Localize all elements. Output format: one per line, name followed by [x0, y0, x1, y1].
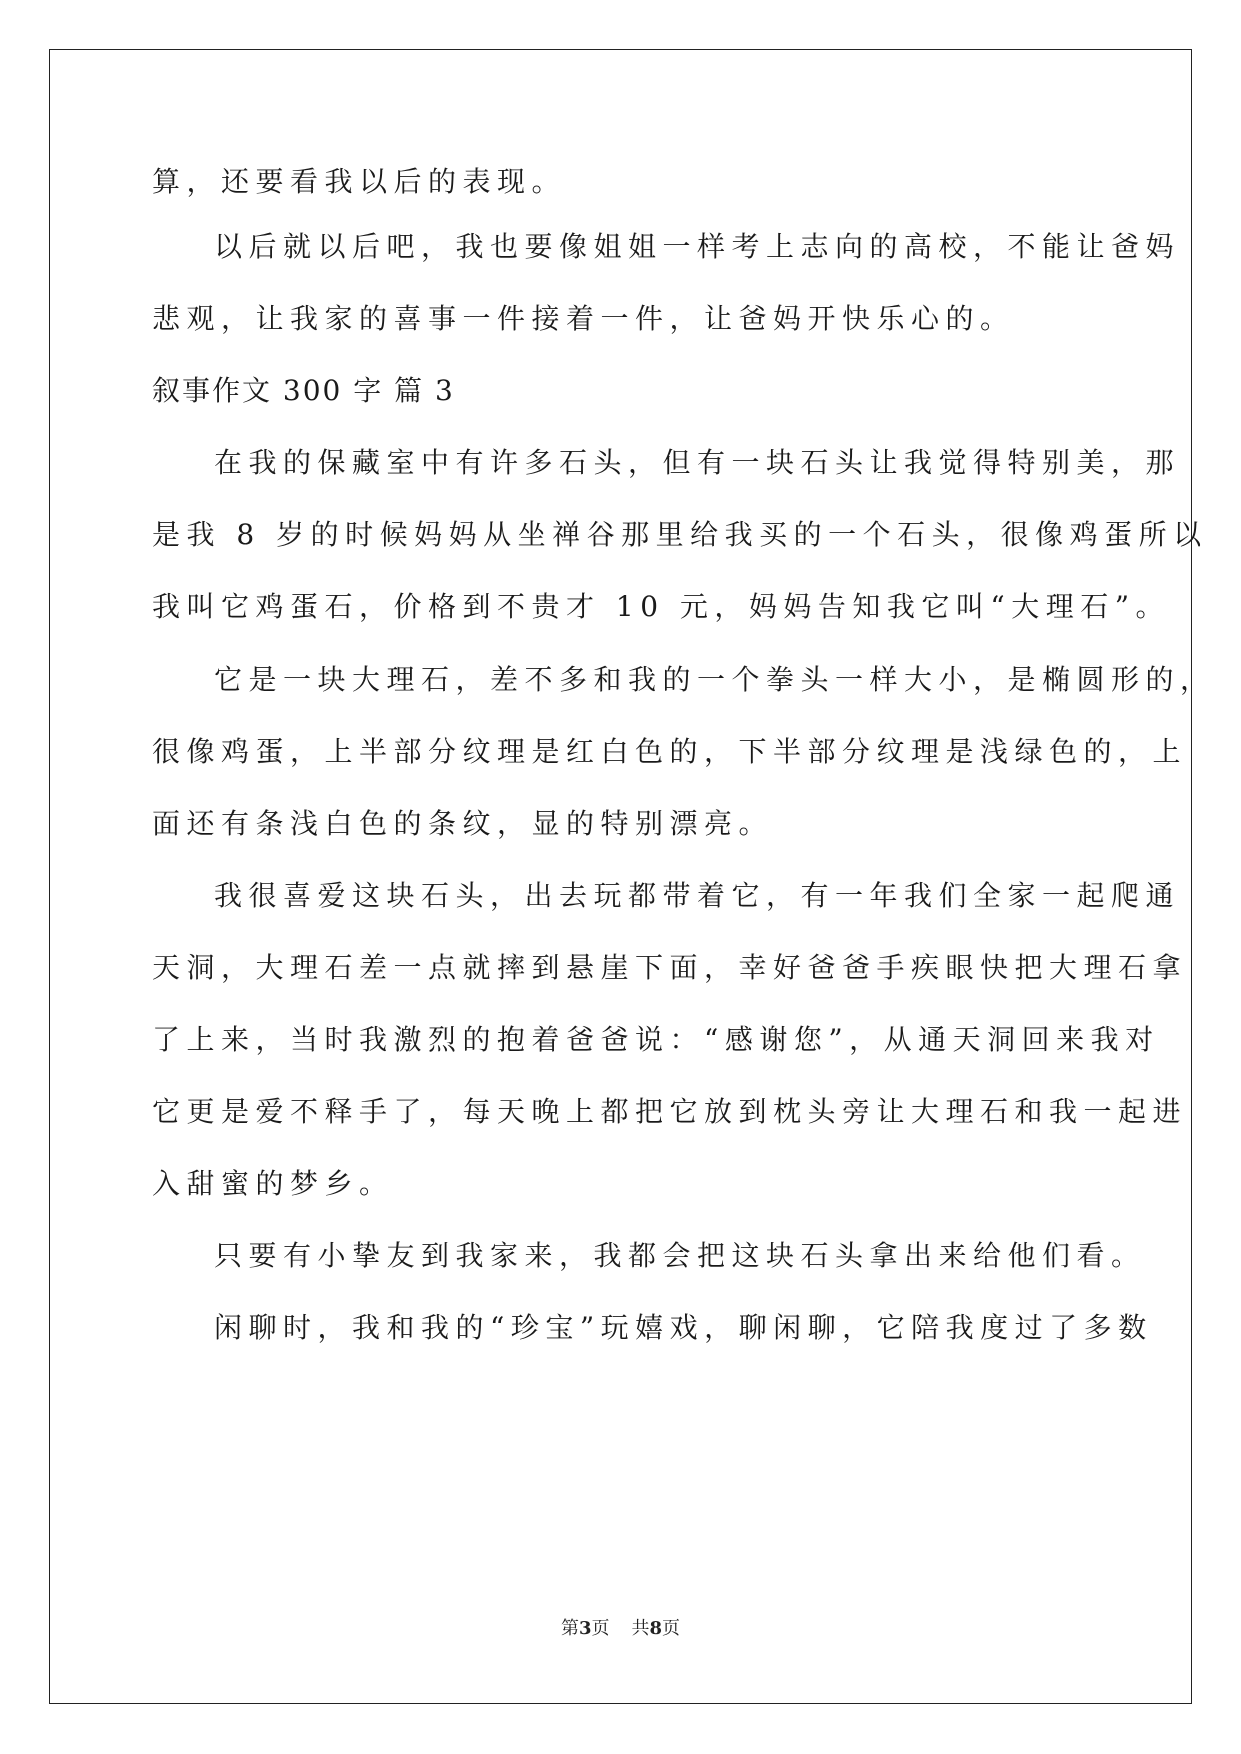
total-pages-number: 8: [649, 1618, 663, 1639]
footer-prefix: 第: [560, 1618, 579, 1639]
text-line: 很像鸡蛋，上半部分纹理是红白色的，下半部分纹理是浅绿色的，上: [152, 735, 1188, 768]
text-line: 面还有条浅白色的条纹，显的特别漂亮。: [152, 807, 774, 840]
current-page-number: 3: [578, 1618, 592, 1639]
text-line: 以后就以后吧，我也要像姐姐一样考上志向的高校，不能让爸妈: [214, 230, 1181, 263]
page-footer: [0, 1617, 1241, 1641]
footer-total-prefix: 共: [631, 1618, 650, 1639]
text-line: 了上来，当时我激烈的抱着爸爸说：“感谢您”，从通天洞回来我对: [152, 1023, 1160, 1056]
text-line: 闲聊时，我和我的“珍宝”玩嬉戏，聊闲聊，它陪我度过了多数: [214, 1311, 1153, 1344]
text-line: 入甜蜜的梦乡。: [152, 1167, 394, 1200]
text-line: 它是一块大理石，差不多和我的一个拳头一样大小，是椭圆形的，: [214, 663, 1215, 696]
text-line: 天洞，大理石差一点就摔到悬崖下面，幸好爸爸手疾眼快把大理石拿: [152, 951, 1188, 984]
text-line: 只要有小挚友到我家来，我都会把这块石头拿出来给他们看。: [214, 1239, 1146, 1272]
text-line: 在我的保藏室中有许多石头，但有一块石头让我觉得特别美，那: [214, 446, 1181, 479]
text-line: 是我 8 岁的时候妈妈从坐禅谷那里给我买的一个石头，很像鸡蛋所以: [152, 518, 1208, 551]
footer-page-suffix: 页: [591, 1618, 610, 1639]
text-line: 悲观，让我家的喜事一件接着一件，让爸妈开快乐心的。: [152, 302, 1015, 335]
text-line: 算，还要看我以后的表现。: [152, 165, 567, 198]
text-line: 它更是爱不释手了，每天晚上都把它放到枕头旁让大理石和我一起进: [152, 1095, 1188, 1128]
footer-total-suffix: 页: [662, 1618, 681, 1639]
text-line: 我叫它鸡蛋石，价格到不贵才 10 元，妈妈告知我它叫“大理石”。: [152, 590, 1171, 623]
section-heading: 叙事作文 300 字 篇 3: [152, 374, 455, 407]
text-line: 我很喜爱这块石头，出去玩都带着它，有一年我们全家一起爬通: [214, 879, 1181, 912]
